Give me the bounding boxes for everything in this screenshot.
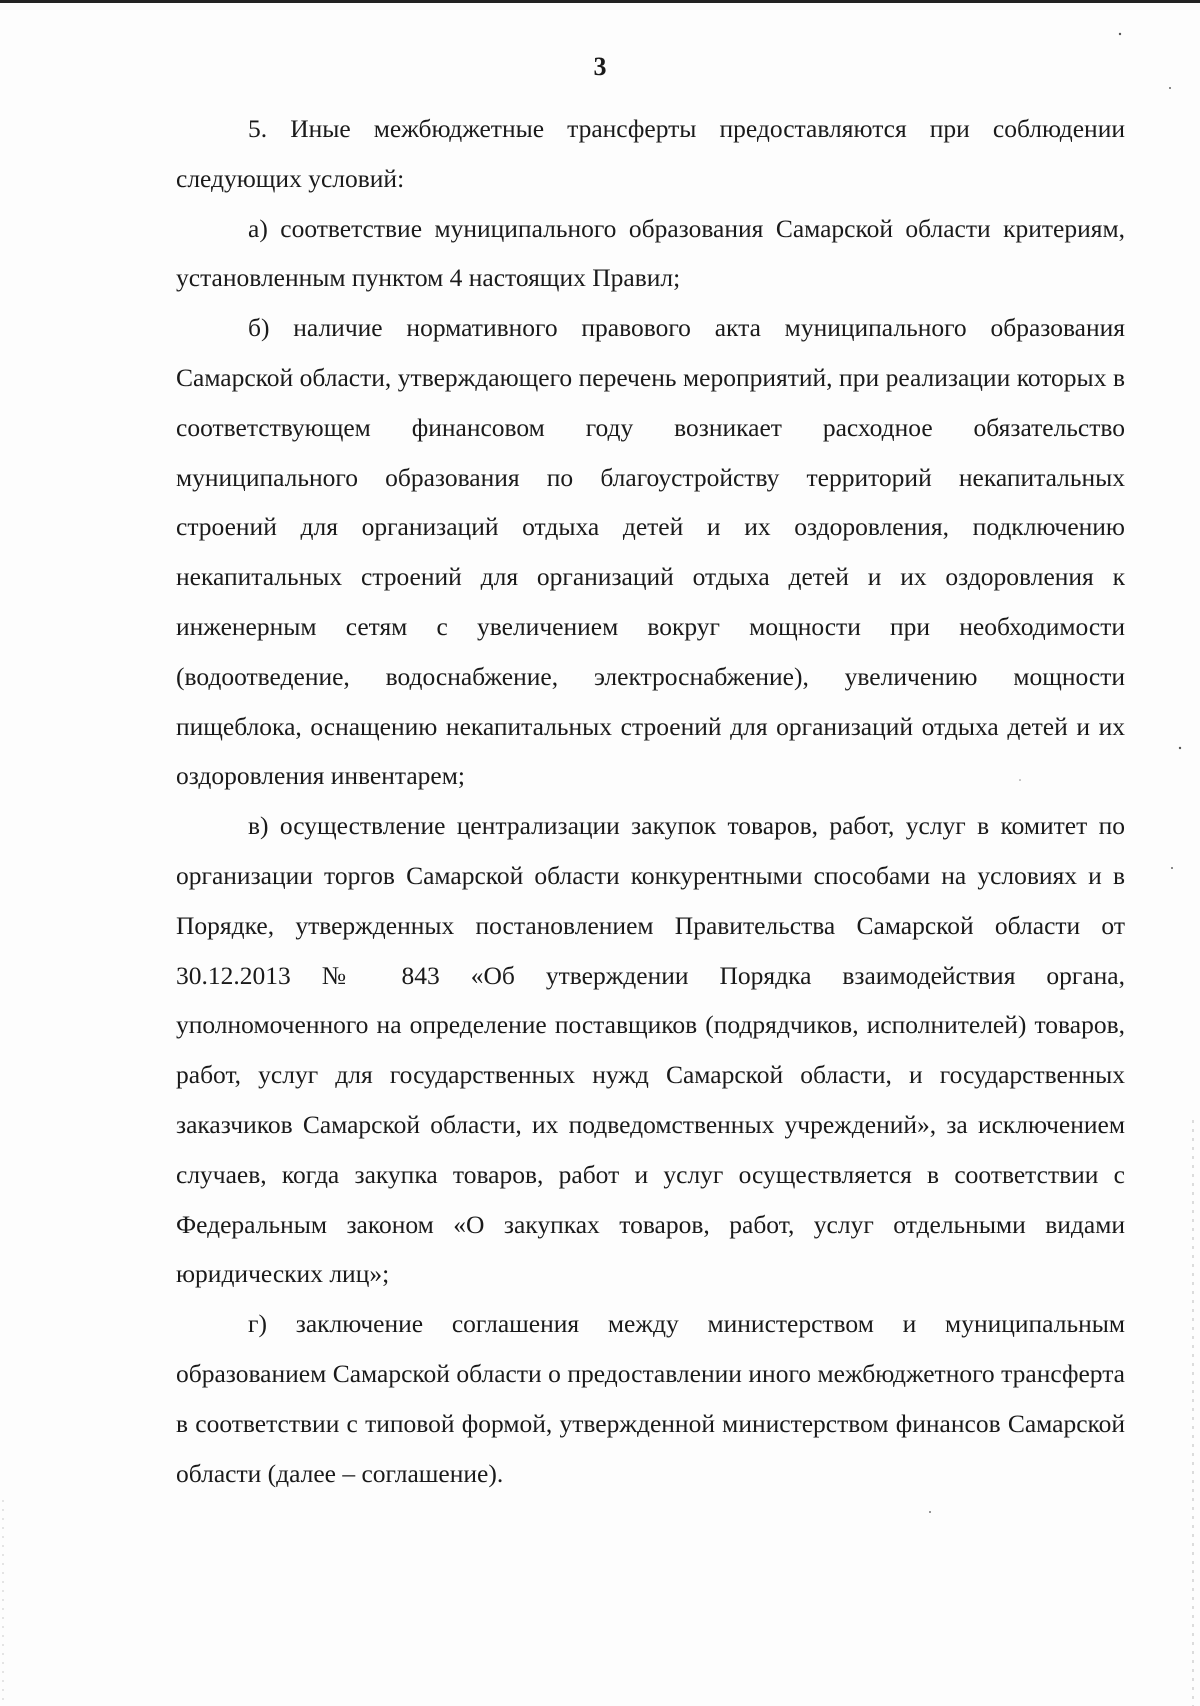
paragraph-5: 5. Иные межбюджетные трансферты предоставляются при соблюдении следующих условий:: [176, 114, 1125, 193]
paragraph-g: г) заключение соглашения между министерством и муниципальным образованием Самарской области о предоставлении иного межбюджетного трансферта в соответствии с типовой формой, утвержденной министерством финансов Самарской области (далее – соглашение).: [176, 1309, 1125, 1488]
document-body: [176, 104, 1125, 1498]
page-number: 3: [593, 52, 607, 81]
paragraph-v: в) осуществление централизации закупок товаров, работ, услуг в комитет по организации торгов Самарской области конкурентными способами на условиях и в Порядке, утвержденных постановлением Правительства Самарской области от 30.12.2013 № 843 «Об утверждении Порядка взаимодействия органа, уполномоченного на определение поставщиков (подрядчиков, исполнителей) товаров, работ, услуг для государственных нужд Самарской области, и государственных заказчиков Самарской области, их подведомственных учреждений», за исключением случаев, когда закупка товаров, работ и услуг осуществляется в соответствии с Федеральным законом «О закупках товаров, работ, услуг отдельными видами юридических лиц»;: [176, 811, 1125, 1289]
paragraph-a: а) соответствие муниципального образования Самарской области критериям, установленным пунктом 4 настоящих Правил;: [176, 213, 1125, 293]
top-border-line: [0, 0, 1200, 3]
paragraph-b: б) наличие нормативного правового акта муниципального образования Самарской области, утверждающего перечень мероприятий, при реализации которых в соответствующем финансовом году возникает расходное обязательство муниципального образования по благоустройству территорий некапитальных строений для организаций отдыха детей и их оздоровления, подключению некапитальных строений для организаций отдыха детей и их оздоровления к инженерным сетям с увеличением вокруг мощности при необходимости (водоотведение, водоснабжение, электроснабжение), увеличению мощности пищеблока, оснащению некапитальных строений для организаций отдыха детей и их оздоровления инвентарем;: [176, 313, 1125, 791]
